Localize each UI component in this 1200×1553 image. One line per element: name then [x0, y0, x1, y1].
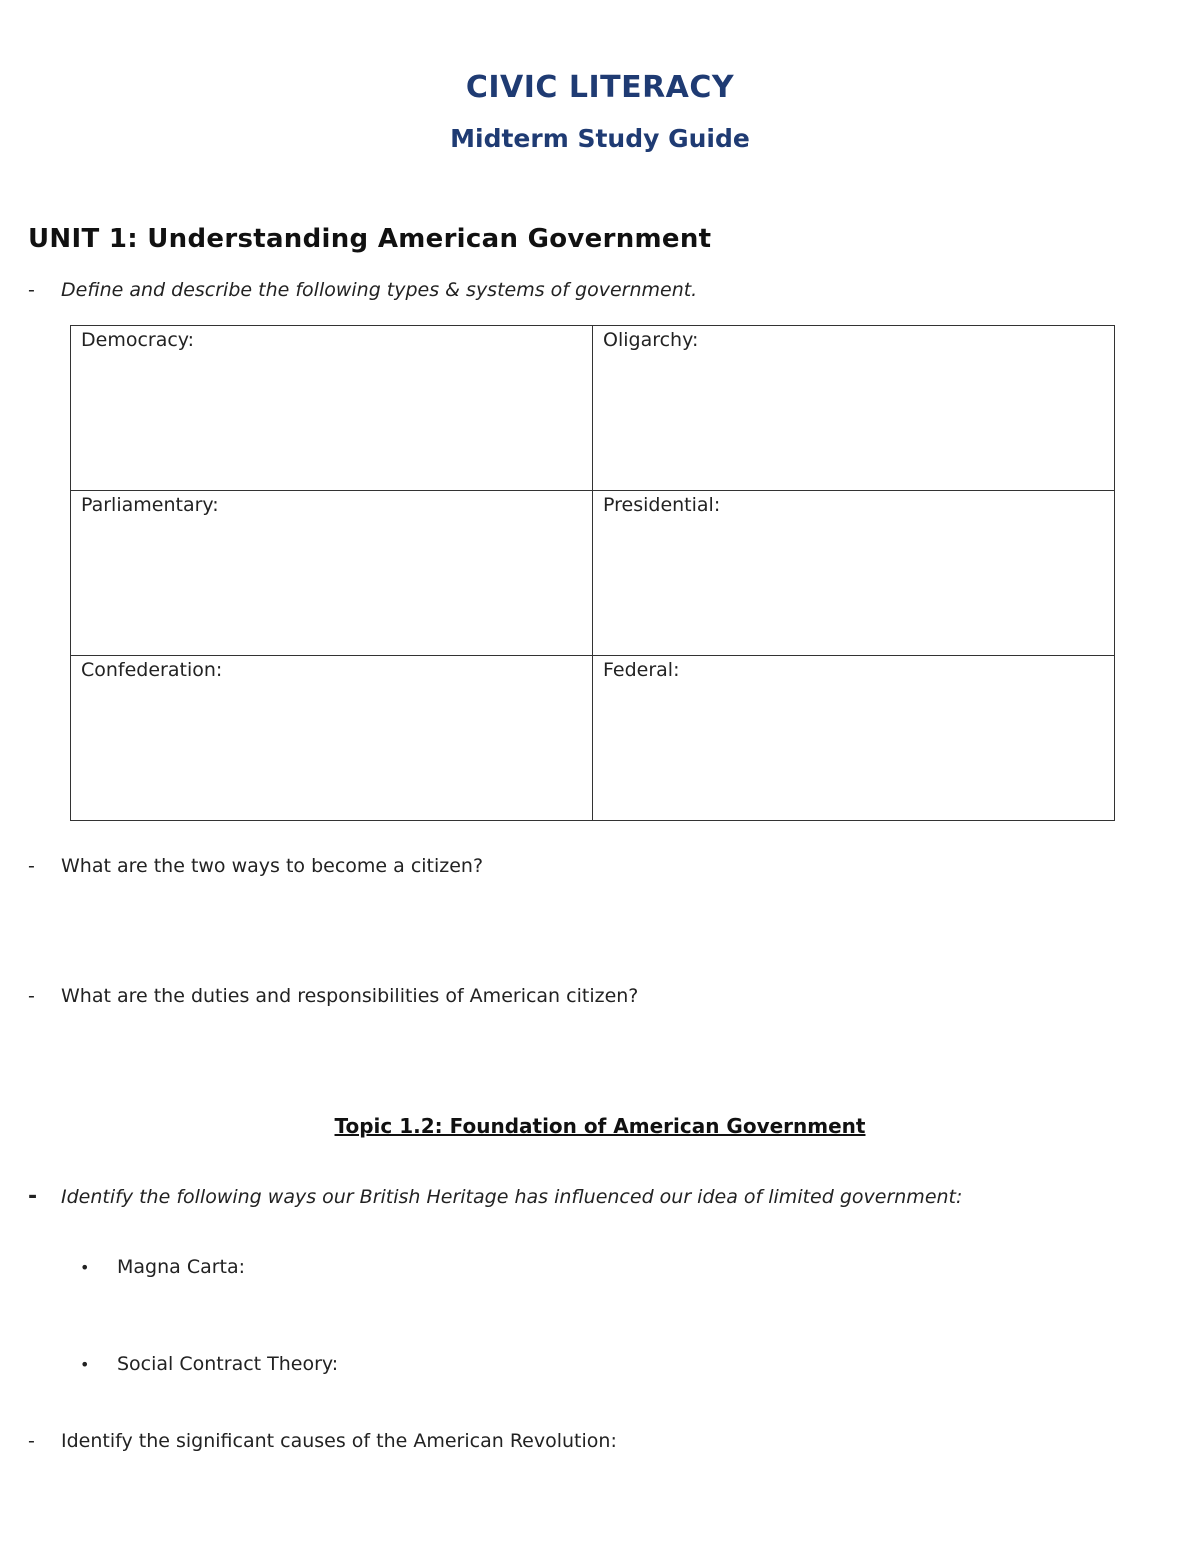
table-cell-parliamentary[interactable]: Parliamentary:: [71, 491, 593, 656]
table-cell-democracy[interactable]: Democracy:: [71, 326, 593, 491]
bullet-magna-carta: [80, 1256, 245, 1278]
bullet-marker: •: [80, 1258, 90, 1277]
instruction-text: Define and describe the following types & systems of government.: [61, 279, 698, 301]
document-title: CIVIC LITERACY: [465, 70, 735, 105]
question-text: Identify the significant causes of the American Revolution:: [61, 1430, 617, 1452]
bullet-text: Magna Carta:: [117, 1256, 246, 1278]
bullet-marker: •: [80, 1355, 90, 1374]
topic-1-2-heading: Topic 1.2: Foundation of American Government: [334, 1114, 866, 1138]
question-text: What are the two ways to become a citizen?: [61, 855, 484, 877]
table-row: [71, 656, 1115, 821]
topic-1-2-instruction: [28, 1184, 962, 1209]
table-cell-federal[interactable]: Federal:: [593, 656, 1115, 821]
dash-marker: -: [28, 1184, 38, 1209]
question-duties: [28, 985, 638, 1007]
dash-marker: -: [28, 279, 35, 301]
question-text: What are the duties and responsibilities of American citizen?: [61, 985, 639, 1007]
table-row: [71, 326, 1115, 491]
dash-marker: -: [28, 985, 35, 1007]
government-types-table: [70, 325, 1115, 821]
question-revolution-causes: [28, 1430, 617, 1452]
table-cell-confederation[interactable]: Confederation:: [71, 656, 593, 821]
question-citizenship: [28, 855, 483, 877]
unit-1-heading: UNIT 1: Understanding American Government: [28, 224, 712, 254]
table-row: [71, 491, 1115, 656]
table-cell-presidential[interactable]: Presidential:: [593, 491, 1115, 656]
bullet-text: Social Contract Theory:: [117, 1353, 339, 1375]
dash-marker: -: [28, 855, 35, 877]
instruction-text: Identify the following ways our British Heritage has influenced our idea of limited government:: [61, 1186, 963, 1208]
document-subtitle: Midterm Study Guide: [450, 124, 750, 153]
bullet-social-contract: [80, 1353, 338, 1375]
unit-1-instruction: [28, 279, 697, 301]
table-cell-oligarchy[interactable]: Oligarchy:: [593, 326, 1115, 491]
dash-marker: -: [28, 1430, 35, 1452]
